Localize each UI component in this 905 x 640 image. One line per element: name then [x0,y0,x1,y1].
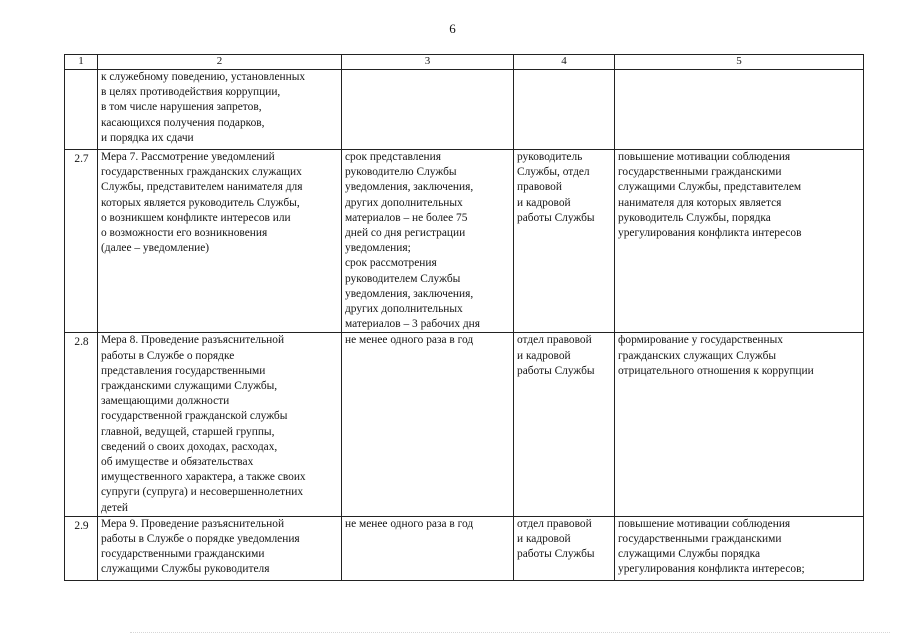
deadline-cell: не менее одного раза в год [342,333,514,516]
table-row [65,150,864,333]
row-number-cell [65,70,98,150]
responsible-cell: отдел правовой и кадровой работы Службы [514,333,615,516]
page-number: 6 [449,21,456,36]
row-number-cell: 2.8 [65,333,98,516]
table-row [65,333,864,516]
table-row [65,516,864,580]
measure-cell: Мера 8. Проведение разъяснительной работы в Службе о порядке представления государственными гражданскими служащими Службы, замещающими должности государственной гражданской службы главной, ведущей, старшей группы, сведений о своих доходах, расходах, об имуществе и обязательствах имущественного характера, а также своих супруги (супруга) и несовершеннолетних детей [98,333,342,516]
table-row [65,70,864,150]
result-cell: повышение мотивации соблюдения государственными гражданскими служащими Службы, представителем нанимателя для которых является руководитель Службы, порядка урегулирования конфликта интересов [615,150,864,333]
responsible-cell: руководитель Службы, отдел правовой и кадровой работы Службы [514,150,615,333]
deadline-cell [342,70,514,150]
column-header-1: 1 [65,55,98,70]
column-header-2: 2 [98,55,342,70]
deadline-cell: не менее одного раза в год [342,516,514,580]
result-cell [615,70,864,150]
row-number-cell: 2.7 [65,150,98,333]
table-header-row [65,55,864,70]
responsible-cell [514,70,615,150]
scan-artifact-line [130,632,890,636]
measure-cell: Мера 7. Рассмотрение уведомлений государственных гражданских служащих Службы, представителем нанимателя для которых является руководитель Службы, о возникшем конфликте интересов или о возможности его возникновения (далее – уведомление) [98,150,342,333]
column-header-4: 4 [514,55,615,70]
result-cell: повышение мотивации соблюдения государственными гражданскими служащими Службы порядка урегулирования конфликта интересов; [615,516,864,580]
column-header-5: 5 [615,55,864,70]
responsible-cell: отдел правовой и кадровой работы Службы [514,516,615,580]
measures-table [64,54,864,581]
measure-cell: к служебному поведению, установленных в целях противодействия коррупции, в том числе нарушения запретов, касающихся получения подарков, и порядка их сдачи [98,70,342,150]
column-header-3: 3 [342,55,514,70]
row-number-cell: 2.9 [65,516,98,580]
measure-cell: Мера 9. Проведение разъяснительной работы в Службе о порядке уведомления государственными гражданскими служащими Службы руководителя [98,516,342,580]
deadline-cell: срок представления руководителю Службы уведомления, заключения, других дополнительных материалов – не более 75 дней со дня регистрации уведомления; срок рассмотрения руководителем Службы уведомления, заключения, других дополнительных материалов – 3 рабочих дня [342,150,514,333]
result-cell: формирование у государственных гражданских служащих Службы отрицательного отношения к коррупции [615,333,864,516]
